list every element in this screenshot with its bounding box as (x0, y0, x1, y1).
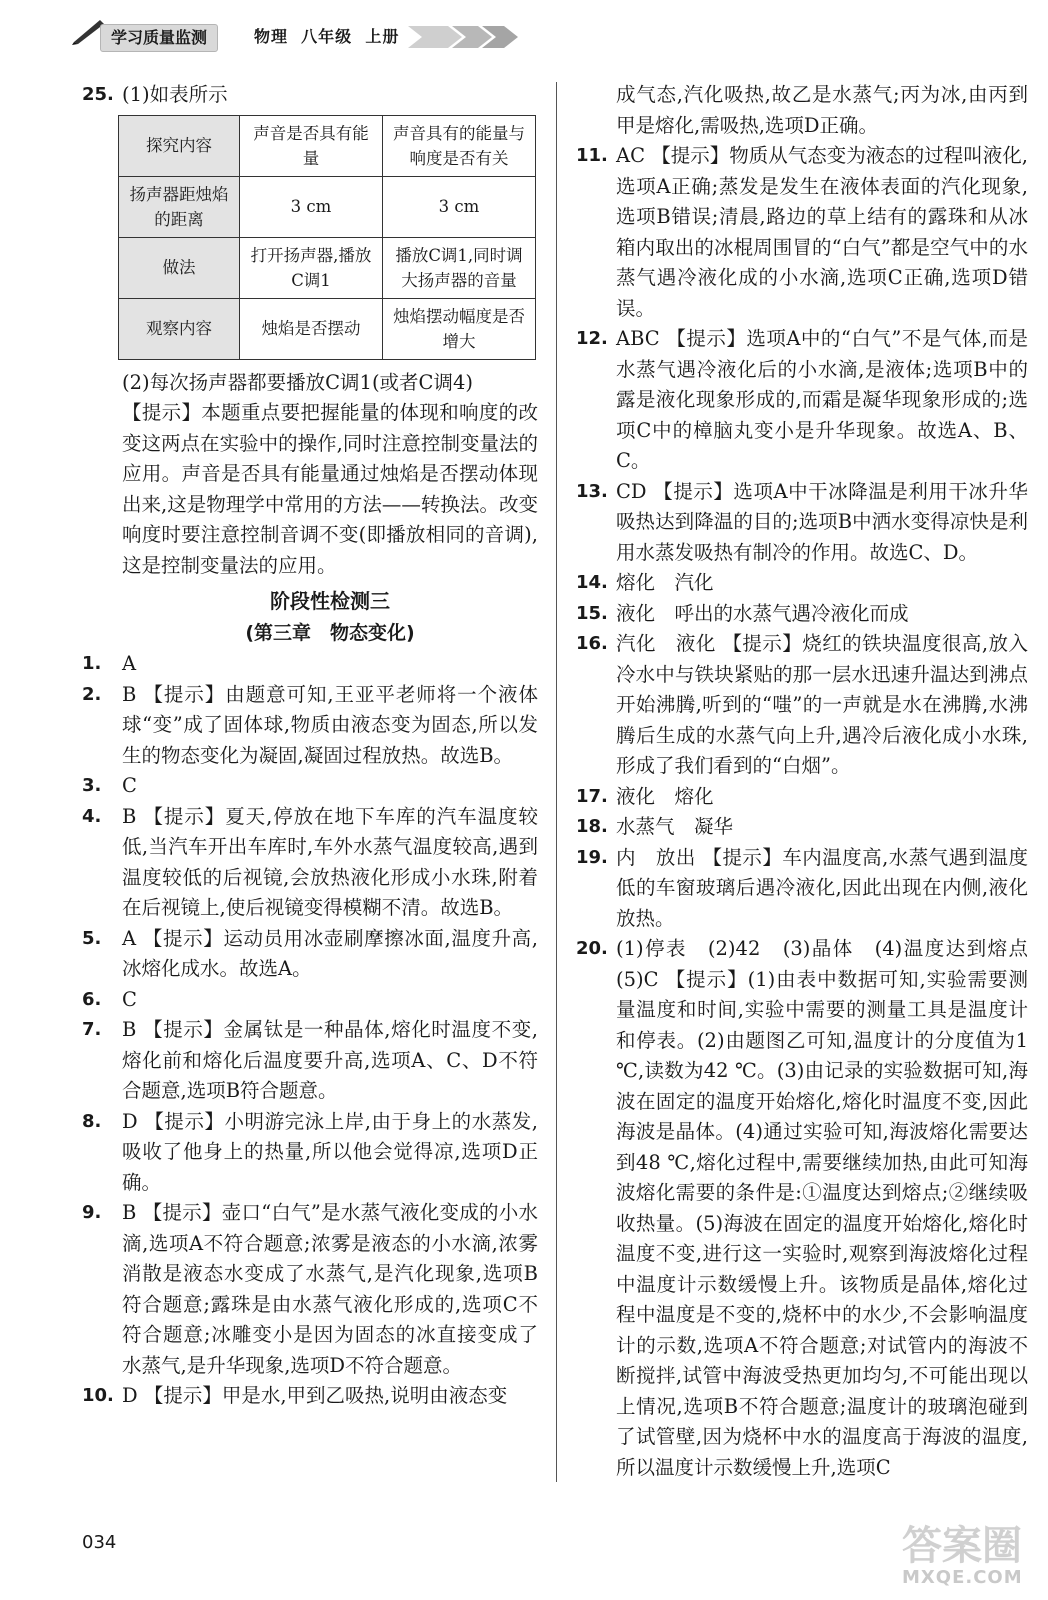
answer-item (82, 1198, 538, 1381)
table-cell: 打开扬声器,播放C调1 (240, 237, 383, 298)
answer-item (576, 599, 1028, 630)
answer-item (576, 812, 1028, 843)
item-intro: (1)如表所示 (122, 83, 228, 106)
item-tip: 【提示】本题重点要把握能量的体现和响度的改变这两点在实验中的操作,同时注意控制变量法的应用。声音是否具有能量通过烛焰是否摆动体现出来,这是物理学中常用的方法——转换法。改变响度时要注意控制音调不变(即播放相同的音调),这是控制变量法的应用。 (122, 401, 538, 577)
table-row (119, 115, 536, 176)
answer-item (576, 141, 1028, 324)
answer-item (82, 680, 538, 772)
item-number: 13. (576, 480, 608, 502)
table-cell: 烛焰摆动幅度是否增大 (383, 298, 536, 359)
item-number: 14. (576, 572, 608, 593)
header-subject-line (254, 24, 399, 50)
item-text: ABC 【提示】选项A中的“白气”不是气体,而是水蒸气遇冷液化后的小水滴,是液体;选项B中的露是液化现象形成的,而霜是凝华现象形成的;选项C中的樟脑丸变小是升华现象。故选A、B、C。 (616, 327, 1028, 472)
section-title: 阶段性检测三 (270, 589, 390, 613)
answer-item (82, 1107, 538, 1199)
item-number: 4. (82, 805, 102, 827)
item-number: 18. (576, 816, 608, 837)
table-row (119, 176, 536, 237)
answer-item (82, 1381, 538, 1412)
answer-item (576, 843, 1028, 935)
item-number: 25. (82, 84, 114, 105)
item-text: 液化 呼出的水蒸气遇冷液化而成 (616, 601, 909, 625)
answer-item-25 (82, 80, 538, 111)
item-number: 17. (576, 785, 608, 807)
item-text: 内 放出 【提示】车内温度高,水蒸气遇到温度低的车窗玻璃后遇冷液化,因此出现在内侧,液化放热。 (616, 845, 1028, 930)
item-text: 液化 熔化 (616, 784, 714, 808)
table-cell: 做法 (119, 237, 240, 298)
item-text: AC 【提示】物质从气态变为液态的过程叫液化,选项A正确;蒸发是发生在液体表面的汽化现象,选项B错误;清晨,路边的草上结有的露珠和从冰箱内取出的冰棍周围冒的“白气”都是空气中的水蒸气遇冷液化成的小水滴,选项C正确,选项D错误。 (616, 144, 1028, 320)
item-number: 1. (82, 653, 102, 674)
item-number: 6. (82, 988, 102, 1010)
continuation-text: 成气态,汽化吸热,故乙是水蒸气;丙为冰,由丙到甲是熔化,需吸热,选项D正确。 (616, 83, 1028, 137)
item-text: (1)停表 (2)42 (3)晶体 (4)温度达到熔点 (5)C 【提示】(1)由表中数据可知,实验需要测量温度和时间,实验中需要的测量工具是温度计和停表。(2)由题图乙可知,温度计的分度值为1 ℃,读数为42 ℃。(3)由记录的实验数据可知,海波在固定的温度开始熔化,熔化时温度不变,因此海波是晶体。(4)通过实验可知,海波熔化需要达到48 ℃,熔化过程中,需要继续加热,由此可知海波熔化需要的条件是:①温度达到熔点;②继续吸收热量。(5)海波在固定的温度开始熔化,熔化时温度不变,进行这一实验时,观察到海波熔化过程中温度计示数缓慢上升。该物质是晶体,熔化过程中温度是不变的,烧杯中的水少,不会影响温度计的示数,选项A不符合题意;对试管内的海波不断搅拌,试管中海波受热更加均匀,不可能出现以上情况,选项B不符合题意;温度计的玻璃泡碰到了试管壁,因为烧杯中水的温度高于海波的温度,所以温度计示数缓慢上升,选项C (616, 937, 1048, 1479)
header-volume: 上册 (365, 27, 400, 46)
table-cell: 播放C调1,同时调大扬声器的音量 (383, 237, 536, 298)
item-number: 3. (82, 775, 102, 796)
item-number: 12. (576, 328, 608, 349)
item-number: 5. (82, 927, 102, 949)
item-text: B 【提示】金属钛是一种晶体,熔化时温度不变,熔化前和熔化后温度要升高,选项A、C、D不符合题意,选项B符合题意。 (122, 1018, 538, 1102)
answer-item (576, 324, 1028, 477)
answer-item (576, 568, 1028, 599)
page-header (70, 12, 510, 52)
item-number: 16. (576, 633, 608, 654)
header-tag: 学习质量监测 (100, 24, 218, 52)
section-subtitle: (第三章 物态变化) (245, 622, 415, 644)
answer-item (576, 629, 1028, 782)
table-cell: 烛焰是否摆动 (240, 298, 383, 359)
watermark-text: 答案圈 (902, 1523, 1022, 1569)
item-text: 汽化 液化 【提示】烧红的铁块温度很高,放入冷水中与铁块紧贴的那一层水迅速升温达到沸点开始沸腾,听到的“嗤”的一声就是水在沸腾,水沸腾后生成的水蒸气向上升,遇冷后液化成小水珠,形成了我们看到的“白烟”。 (616, 632, 1028, 777)
page-number: 034 (82, 1532, 117, 1553)
watermark-logo (902, 1524, 1022, 1590)
item-number: 19. (576, 846, 608, 868)
item-text: B 【提示】由题意可知,王亚平老师将一个液体球“变”成了固体球,物质由液态变为固态,所以发生的物态变化为凝固,凝固过程放热。故选B。 (122, 682, 538, 767)
item-number: 20. (576, 938, 608, 959)
item-text: D 【提示】甲是水,甲到乙吸热,说明由液态变 (122, 1384, 508, 1407)
item-text: 水蒸气 凝华 (616, 815, 734, 838)
item-number: 7. (82, 1019, 102, 1040)
item-number: 10. (82, 1385, 114, 1406)
table-row (119, 298, 536, 359)
table-cell: 3 cm (240, 176, 383, 237)
item-text: A 【提示】运动员用冰壶刷摩擦冰面,温度升高,冰熔化成水。故选A。 (122, 926, 538, 980)
answer-item (576, 477, 1028, 569)
item-number: 11. (576, 145, 608, 166)
item-number: 15. (576, 602, 608, 624)
item-number: 8. (82, 1110, 102, 1132)
answer-item (82, 1015, 538, 1107)
answer-item (82, 771, 538, 802)
table-row (119, 237, 536, 298)
item-text: B 【提示】壶口“白气”是水蒸气液化变成的小水滴,选项A不符合题意;浓雾是液态的小水滴,浓雾消散是液态水变成了水蒸气,是汽化现象,选项B符合题意;露珠是由水蒸气液化形成的,选项C不符合题意;冰雕变小是因为固态的冰直接变成了水蒸气,是升华现象,选项D不符合题意。 (122, 1201, 538, 1377)
item-number: 2. (82, 683, 102, 705)
item-text: B 【提示】夏天,停放在地下车库的汽车温度较低,当汽车开出车库时,车外水蒸气温度较高,遇到温度较低的后视镜,会放热液化形成小水珠,附着在后视镜上,使后视镜变得模糊不清。故选B。 (122, 804, 538, 919)
answer-table (118, 115, 536, 360)
chevrons-decoration-icon (408, 22, 528, 52)
answer-item (82, 802, 538, 924)
item-text: A (122, 652, 137, 675)
column-divider (556, 82, 557, 1482)
answer-item (576, 782, 1028, 813)
table-cell: 观察内容 (119, 298, 240, 359)
watermark-domain: MXQE.COM (902, 1567, 1023, 1588)
item-text: C (122, 987, 137, 1011)
answer-item (576, 934, 1048, 1483)
item-text: CD 【提示】选项A中干冰降温是利用干冰升华吸热达到降温的目的;选项B中洒水变得凉快是利用水蒸发吸热有制冷的作用。故选C、D。 (616, 479, 1028, 564)
answer-item (82, 985, 538, 1016)
table-cell: 声音是否具有能量 (240, 115, 383, 176)
item-part2: (2)每次扬声器都要播放C调1(或者C调4) (122, 370, 473, 394)
table-cell: 声音具有的能量与响度是否有关 (383, 115, 536, 176)
right-column (576, 80, 1048, 1483)
table-cell: 扬声器距烛焰的距离 (119, 176, 240, 237)
answer-item (82, 924, 538, 985)
item-text: D 【提示】小明游完泳上岸,由于身上的水蒸发,吸收了他身上的热量,所以他会觉得凉,选项D正确。 (122, 1109, 538, 1194)
item-text: 熔化 汽化 (616, 571, 714, 594)
left-column (82, 80, 538, 1412)
item-text: C (122, 774, 137, 797)
table-cell: 探究内容 (119, 115, 240, 176)
table-cell: 3 cm (383, 176, 536, 237)
header-grade: 八年级 (301, 27, 353, 46)
header-subject: 物理 (254, 27, 289, 46)
item-number: 9. (82, 1202, 102, 1223)
answer-item (82, 649, 538, 680)
